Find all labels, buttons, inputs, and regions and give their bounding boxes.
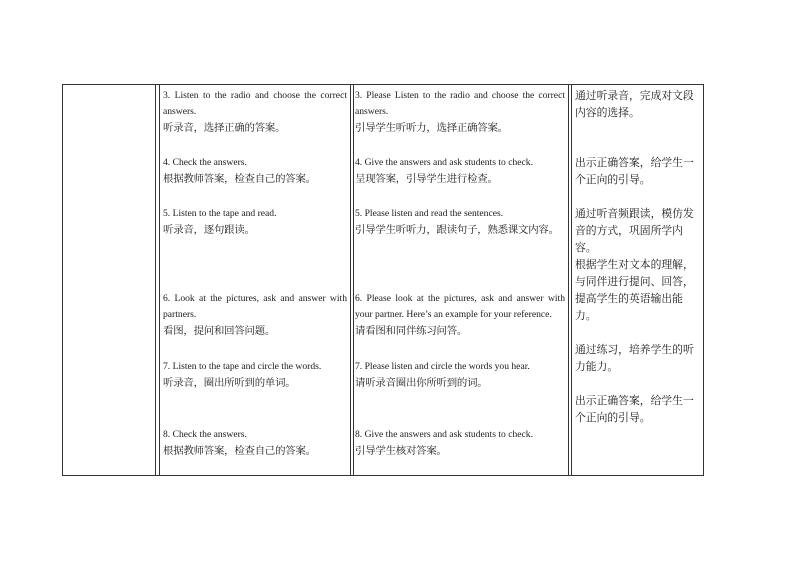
lesson-plan-table [62, 84, 704, 476]
column-divider [350, 85, 351, 475]
purpose-text: 通过听音频跟读，模仿发音的方式，巩固所学内容。 [575, 207, 694, 254]
activity-entry [163, 427, 347, 459]
teacher-entry [355, 155, 565, 187]
teacher-entry [355, 88, 565, 136]
teacher-zh: 引导学生听听力，选择正确答案。 [355, 122, 508, 134]
teacher-en: 5. Please listen and read the sentences. [355, 208, 504, 219]
purpose-text: 出示正确答案，给学生一个正向的引导。 [575, 394, 694, 424]
activity-en: 4. Check the answers. [163, 157, 247, 168]
activity-entry [163, 359, 347, 391]
activity-zh: 听录音，圈出所听到的单词。 [163, 377, 296, 389]
activity-zh: 根据教师答案，检查自己的答案。 [163, 445, 316, 457]
activity-entry [163, 88, 347, 136]
purpose-text: 出示正确答案，给学生一个正向的引导。 [575, 156, 694, 186]
activity-zh: 根据教师答案，检查自己的答案。 [163, 173, 316, 185]
purpose-text: 通过听录音，完成对文段内容的选择。 [575, 89, 694, 119]
activity-zh: 看图，提问和回答问题。 [163, 325, 276, 337]
teacher-activity-column [355, 85, 565, 475]
teacher-entry [355, 427, 565, 459]
activity-entry [163, 155, 347, 187]
activity-zh: 听录音，选择正确的答案。 [163, 122, 286, 134]
activity-en: 8. Check the answers. [163, 429, 247, 440]
activity-zh: 听录音，逐句跟读。 [163, 224, 255, 236]
activity-entry [163, 291, 347, 339]
design-purpose-column [575, 85, 701, 475]
student-activity-column [163, 85, 347, 475]
column-divider [155, 85, 156, 475]
teacher-en: 3. Please Listen to the radio and choose the correct answers. [355, 90, 565, 117]
column-divider [353, 85, 354, 475]
teacher-entry [355, 291, 565, 339]
activity-entry [163, 206, 347, 238]
teacher-en: 6. Please look at the pictures, ask and answer with your partner. Here’s an example for your reference. [355, 293, 565, 320]
teacher-en: 7. Please listen and circle the words you hear. [355, 361, 530, 372]
activity-en: 5. Listen to the tape and read. [163, 208, 277, 219]
teacher-zh: 引导学生听听力，跟读句子，熟悉课文内容。 [355, 224, 559, 236]
activity-en: 3. Listen to the radio and choose the correct answers. [163, 90, 347, 117]
column-divider [159, 85, 160, 475]
teacher-zh: 请看图和同伴练习问答。 [355, 325, 468, 337]
column-divider [571, 85, 572, 475]
activity-en: 6. Look at the pictures, ask and answer with partners. [163, 293, 347, 320]
column-divider [568, 85, 569, 475]
teacher-en: 8. Give the answers and ask students to check. [355, 429, 533, 440]
teacher-zh: 引导学生核对答案。 [355, 445, 447, 457]
purpose-text: 根据学生对文本的理解，与同伴进行提问、回答，提高学生的英语输出能力。 [575, 258, 694, 322]
activity-en: 7. Listen to the tape and circle the words. [163, 361, 322, 372]
purpose-text: 通过练习，培养学生的听力能力。 [575, 343, 694, 373]
teacher-zh: 呈现答案，引导学生进行检查。 [355, 173, 498, 185]
teacher-en: 4. Give the answers and ask students to check. [355, 157, 533, 168]
teacher-entry [355, 359, 565, 391]
teacher-entry [355, 206, 565, 238]
teacher-zh: 请听录音圈出你所听到的词。 [355, 377, 488, 389]
